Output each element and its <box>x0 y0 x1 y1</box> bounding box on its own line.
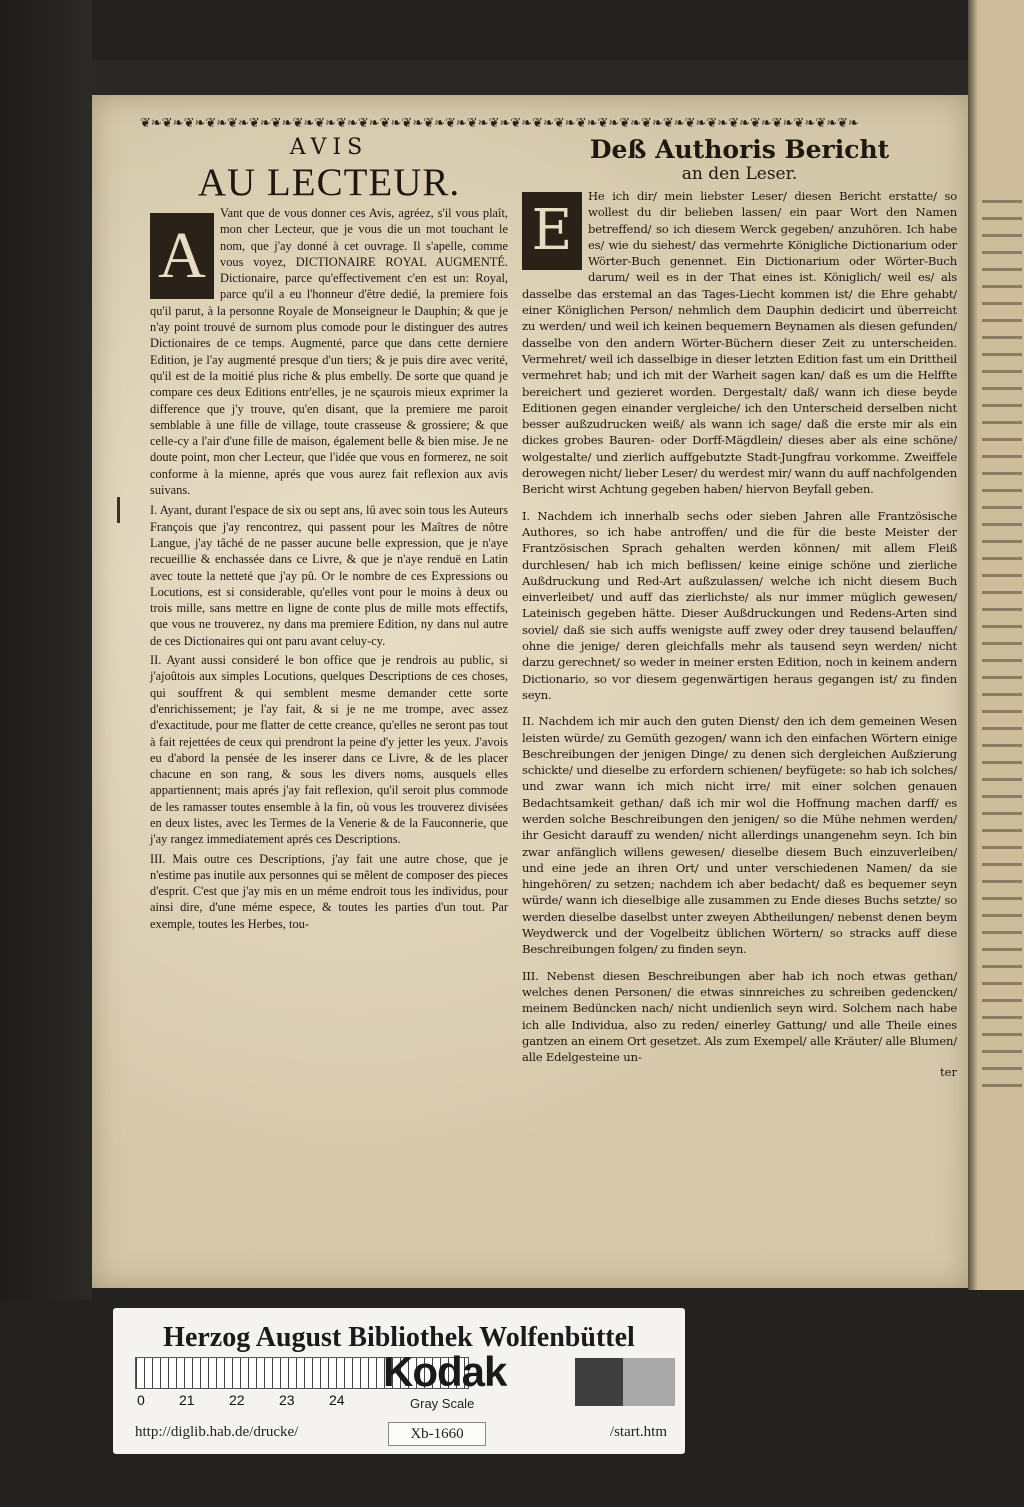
ruler-number: 0 <box>137 1392 145 1408</box>
french-title-avis: AVIS <box>289 135 369 160</box>
ruler-number: 23 <box>279 1392 295 1408</box>
german-paragraph-3: III. Nebenst diesen Beschreibungen aber hab ich noch etwas gethan/ welches denen Personen/ die etwas sinnreiches zu schreiben gedencken/ meinem Bedüncken nach/ nicht undienlich seyn wird. Solchem nach habe ich alle Individua, also zu reden/ einerley Gattung/ und alle Theile eines gantzen an einem Ort gesetzet. Als zum Exempel/ alle Kräuter/ alle Blumen/ alle Edelgesteine un- <box>522 968 957 1065</box>
french-title-lecteur: AU LECTEUR. <box>197 161 461 204</box>
french-paragraph-2: II. Ayant aussi consideré le bon office que je rendrois au public, si j'ajoûtois aux simples Locutions, quelques Descriptions de ces choses, qui souffrent & qui semblent mesme demander cette sorte d'enrichissement; je l'ay fait, & si je ne me trompe, avec assez d'exactitude, pour me flatter de cette creance, qu'elles ne seront pas tout à fait rejettées de ceux qui prendront la peine d'y jetter les yeux. J'avois eu d'abord la pensée de les inserer dans ce Livre, & de les placer chacune en son rang, & sous les divers noms, ausquels elles appartiennent; mais aprés j'ay fait reflexion, qu'il seroit plus commode de les ramasser toutes ensemble à la fin, où vous les trouverez divisées en deux listes, avec les Termes de la Venerie & de la Fauconnerie, que j'ay rangez immediatement aprés ces Descriptions. <box>150 653 508 847</box>
german-title: Deß Authoris Bericht <box>589 135 890 164</box>
shelfmark: Xb-1660 <box>388 1422 486 1446</box>
german-paragraph-1: I. Nachdem ich innerhalb sechs oder sieben Jahren alle Frantzösische Authores, so ich habe antroffen/ und die für die beste Meister der Frantzösischen Sprach gehalten werden können/ mit allem Fleiß durchlesen/ hab ich mich beflissen/ keine einige schöne und zierliche Außdruckung und Red-Art außzulassen/ welche ich nicht diesem Buch einverleibet/ und auff das zierlichste/ als nur immer müglich gewesen/ Lateinisch gegeben hätte. Dieser Außdruckungen und Redens-Arten sind soviel/ daß sie sich auffs wenigste auff zwey oder drey tausend belauffen/ ohne die jenige/ deren gleichfalls mehr als tausend seyn werden/ nicht darzu gerechnet/ so weder in meiner ersten Edition, noch in keinem andern Dictionario, so vor diesem gegenwärtigen heraus gegangen ist/ zu finden seyn. <box>522 508 957 702</box>
french-paragraph-1: I. Ayant, durant l'espace de six ou sept ans, lû avec soin tous les Auteurs François que j'ay rencontrez, qui passent pour les Maîtres de nôtre Langue, j'ay tâché de ne passer aucune belle expression, que je n'aye recueillie & enchassée dans ce Livre, & que je n'aye renduë en Latin avec toute la netteté que j'ay pû. Or le nombre de ces Expressions ou Locutions, est si considerable, qu'elles vont pour le moins à deux ou trois mille, sans mettre en ligne de conte plus de mille mots effectifs, que vous ne trouverez, ny dans ma premiere Edition, ny dans nul autre de ces Dictionaires qui ont paru avant celuy-cy. <box>150 503 508 648</box>
ruler-number: 21 <box>179 1392 195 1408</box>
french-column <box>150 135 508 932</box>
kodak-logo: Kodak <box>383 1348 507 1395</box>
library-name: Herzog August Bibliothek Wolfenbüttel <box>163 1322 635 1353</box>
top-edge <box>92 60 1024 96</box>
german-intro: He ich dir/ mein liebster Leser/ diesen Bericht erstatte/ so wollest du dir belieben lassen/ ein paar Wort den Namen betreffend/ so ich diesem Werck gegeben/ anzuhören. Ich habe es/ wie du siehest/ das vermehrte Königliche Dictionarium oder Wörter-Buch genennet. Ein Dictionarium oder Wörter-Buch darum/ weil es in der That eines ist. Königlich/ weil es/ als dasselbe das erstemal an das Tages-Liecht kommen ist/ die Ehre gehabt/ einer Königlichen Person/ nehmlich dem Dauphin dedicirt und überreicht zu werden/ und weil ich keinen bequemern Beynamen als diesen gefunden/ dasselbe von den andern Wörter-Büchern dieser Zeit zu unterscheiden. Vermehret/ weil ich dasselbige in dieser letzten Edition fast um ein Drittheil vermehret hab; und ich mit der Warheit sagen kan/ daß es um die Helffte bereichert und gezieret worden. Dergestalt/ daß/ wann ich diese beyde Editionen gegen einander vergleiche/ ich den Unterscheid derselben nicht besser außzudrucken weiß/ als wann ich sage/ daß die erste mir als ein dickes grobes Bauren- oder Dorff-Mägdlein/ dieses aber als eine schöne/ wolgestalte/ und zierlich auffgebutzte Stadt-Jungfrau vorkomme. Zweiffele derowegen nicht/ lieber Leser/ du werdest mir/ wann du auff nachfolgenden Bericht wirst Achtung gegeben haben/ hiervon Beyfall geben. <box>522 189 957 497</box>
catchword: ter <box>939 1065 957 1080</box>
left-shadow <box>0 0 92 1300</box>
facing-page <box>968 0 1024 1290</box>
german-subtitle: an den Leser. <box>681 164 798 184</box>
library-url: http://diglib.hab.de/drucke/ <box>135 1424 299 1440</box>
ruler-number: 24 <box>329 1392 345 1408</box>
ornament-border: ❦❧❦❧❦❧❦❧❦❧❦❧❦❧❦❧❦❧❦❧❦❧❦❧❦❧❦❧❦❧❦❧❦❧❦❧❦❧❦❧❦❧❦❧❦❧❦❧❦❧❦❧❦❧❦❧❦❧❦❧❦❧❦❧❦❧ <box>140 116 859 131</box>
facing-page-shadow <box>968 0 978 1290</box>
french-dropcap: A <box>150 213 214 299</box>
german-paragraph-2: II. Nachdem ich mir auch den guten Dienst/ den ich dem gemeinen Wesen leisten würde/ zu Gemüth gezogen/ wann ich den einfachen Wörtern einige Beschreibungen der jenigen Dinge/ zu denen sich dergleichen Außzierung schickte/ und dieselbe zu erfordern schienen/ beyfügete: so hab ich solches/ und zwar wann ich mich nicht irre/ mit einer solchen genauen Bedachtsamkeit gethan/ daß ich mir wol die Hoffnung machen darff/ es werden solche Beschreibungen den jenigen/ so die Mühe nehmen werden/ ihr Gesicht darauff zu wenden/ nicht allerdings unangenehm seyn. Ich bin zwar anfänglich willens gewesen/ dieselbe diesem Buch einzuverleiben/ und eine jede an ihren Ort/ und unter verschiedenen Namen/ da sie hingehören/ zu setzen; nachdem ich aber bedacht/ daß es bequemer seyn würde/ wann ich dieselbige alle zusammen zu Ende dieses Buchs setzte/ so werden dieselbe daselbst unter zweyen Abtheilungen/ nebenst denen beym Weydwerck und der Vogelbeitz üblichen Wörtern/ so stracks auff diese Beschreibungen folgen/ zu finden seyn. <box>522 714 957 957</box>
german-dropcap: E <box>522 192 582 270</box>
french-paragraph-3: III. Mais outre ces Descriptions, j'ay fait une autre chose, que je n'estime pas inutile aux personnes qui se mêlent de composer des pieces d'esprit. C'est que j'ay mis en un méme endroit tous les individus, pour ainsi dire, d'une méme espece, & toutes les parties d'un tout. Par exemple, toutes les Herbes, tou- <box>150 851 508 931</box>
gray-scale-label: Gray Scale <box>410 1396 475 1411</box>
start-path: /start.htm <box>609 1424 667 1440</box>
library-card <box>113 1308 685 1454</box>
facing-page-text <box>982 200 1022 1100</box>
gray-patch-mid <box>623 1358 675 1406</box>
gray-patch-dark <box>575 1358 623 1406</box>
ruler-number: 22 <box>229 1392 245 1408</box>
pencil-mark <box>117 497 120 523</box>
french-intro: Vant que de vous donner ces Avis, agréez, s'il vous plaît, mon cher Lecteur, que je vous die un mot touchant le nom, que j'ay donné à cet ouvrage. Il s'apelle, comme vous voyez, DICTIONAIRE ROYAL AUGMENTÉ. Dictionaire, parce qu'effectivement c'en est un: Royal, parce qu'il a eu l'honneur d'être dedié, la premiere fois qu'il parut, à la personne Royale de Monseigneur le Dauphin; & que je n'ay point trouvé de surnom plus comode pour le distinguer des autres Dictionaires de ce temps. Augmenté, parce que dans cette derniere Edition, je l'ay augmenté presque d'un tiers; & je puis dire avec verité, qu'il est de la moitié plus riche & plus embelly. De sorte que quand je compare ces deux Editions entr'elles, je ne sçaurois mieux exprimer la difference que j'y trouve, qu'en disant, que la premiere me paroit semblable à une fille de village, toute crasseuse & grossiere; & que celle-cy a l'air d'une fille de maison, également belle & bien mise. Je ne doute point, mon cher Lecteur, que l'idée que vous en formerez, ne soit conforme à la mienne, aprés que vous aurez fait reflexion aux avis suivans. <box>150 206 508 498</box>
german-column <box>522 135 957 1079</box>
